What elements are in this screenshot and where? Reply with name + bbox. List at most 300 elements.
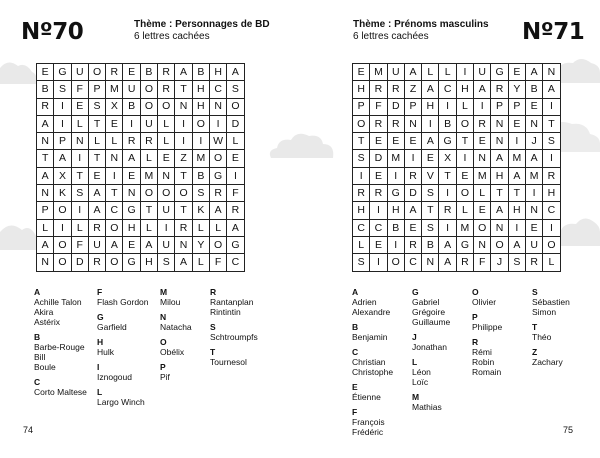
word-group [160, 362, 192, 382]
grid-cell: C [370, 220, 387, 237]
grid-cell: T [175, 202, 192, 219]
grid-cell: N [526, 116, 543, 133]
grid-cell: T [175, 81, 192, 98]
grid-cell: A [509, 237, 526, 254]
grid-cell: F [370, 99, 387, 116]
grid-cell: M [457, 220, 474, 237]
grid-cell: A [89, 185, 106, 202]
grid-cell: A [37, 168, 54, 185]
word-item: Flash Gordon [97, 297, 149, 307]
grid-cell: G [491, 64, 508, 81]
grid-cell: E [422, 150, 439, 167]
grid-cell: C [227, 254, 244, 271]
word-item: Obélix [160, 347, 185, 357]
grid-cell: S [353, 150, 370, 167]
grid-cell: O [474, 220, 491, 237]
grid-cell: E [388, 133, 405, 150]
grid-cell: U [141, 116, 158, 133]
grid-cell: I [543, 99, 560, 116]
grid-cell: O [158, 185, 175, 202]
word-item: Tournesol [210, 357, 247, 367]
word-item: François [352, 417, 385, 427]
grid-cell: F [227, 185, 244, 202]
grid-cell: X [54, 168, 71, 185]
grid-cell: I [353, 168, 370, 185]
grid-cell: L [141, 150, 158, 167]
grid-cell: B [141, 64, 158, 81]
grid-cell: E [405, 220, 422, 237]
word-group-letter: F [97, 287, 103, 297]
grid-cell: T [89, 116, 106, 133]
word-group-letter: S [210, 322, 216, 332]
grid-cell: F [474, 254, 491, 271]
word-group [532, 347, 570, 367]
grid-cell: R [405, 168, 422, 185]
word-item: Mathias [412, 402, 442, 412]
word-item: Sébastien [532, 297, 570, 307]
grid-cell: N [37, 254, 54, 271]
grid-cell: E [370, 168, 387, 185]
word-group [412, 332, 450, 352]
word-group-letter: C [352, 347, 359, 357]
word-group [352, 322, 393, 342]
word-group-letter: C [34, 377, 41, 387]
word-item: Adrien [352, 297, 377, 307]
grid-cell: I [54, 220, 71, 237]
grid-cell: E [123, 168, 140, 185]
word-group-letter: M [160, 287, 168, 297]
grid-cell: A [227, 64, 244, 81]
word-item: Guillaume [412, 317, 451, 327]
grid-cell: R [210, 185, 227, 202]
grid-cell: O [141, 99, 158, 116]
grid-cell: T [72, 168, 89, 185]
grid-cell: P [491, 99, 508, 116]
word-item: Frédéric [352, 427, 384, 437]
grid-cell: B [439, 116, 456, 133]
grid-cell: I [370, 202, 387, 219]
grid-cell: A [509, 168, 526, 185]
grid-cell: E [123, 237, 140, 254]
word-group-letter: B [34, 332, 41, 342]
grid-cell: A [141, 237, 158, 254]
word-group-letter: Z [532, 347, 538, 357]
grid-cell: A [37, 237, 54, 254]
word-item: Akira [34, 307, 54, 317]
grid-cell: Z [175, 150, 192, 167]
word-item: Milou [160, 297, 181, 307]
grid-cell: D [72, 254, 89, 271]
letter-grid-right [352, 63, 561, 272]
grid-cell: S [72, 185, 89, 202]
grid-cell: B [388, 220, 405, 237]
grid-cell: H [422, 99, 439, 116]
grid-cell: I [543, 220, 560, 237]
grid-cell: Z [405, 81, 422, 98]
grid-cell: X [439, 150, 456, 167]
word-group-letter: T [532, 322, 538, 332]
grid-cell: T [37, 150, 54, 167]
word-group [352, 382, 393, 402]
word-item: Bill [34, 352, 46, 362]
word-item: Achille Talon [34, 297, 82, 307]
grid-cell: O [193, 116, 210, 133]
grid-cell: O [175, 185, 192, 202]
grid-cell: A [405, 64, 422, 81]
grid-cell: A [526, 64, 543, 81]
grid-cell: A [227, 220, 244, 237]
grid-cell: S [422, 220, 439, 237]
grid-cell: O [54, 202, 71, 219]
grid-cell: O [388, 254, 405, 271]
grid-cell: E [474, 133, 491, 150]
word-group [412, 392, 450, 412]
grid-cell: E [509, 116, 526, 133]
grid-cell: D [370, 150, 387, 167]
grid-cell: M [370, 64, 387, 81]
grid-cell: N [474, 237, 491, 254]
word-item: Natacha [160, 322, 192, 332]
word-group [532, 287, 570, 317]
grid-cell: D [388, 99, 405, 116]
word-item: Boule [34, 362, 56, 372]
grid-cell: I [526, 185, 543, 202]
grid-cell: P [37, 202, 54, 219]
word-item: Barbe-Rouge [34, 342, 85, 352]
grid-cell: L [158, 116, 175, 133]
word-group-letter: I [97, 362, 100, 372]
grid-cell: B [422, 237, 439, 254]
grid-cell: N [72, 133, 89, 150]
word-item: Rintintin [210, 307, 241, 317]
grid-cell: E [106, 116, 123, 133]
theme-subtitle-right: 6 lettres cachées [353, 31, 429, 42]
grid-cell: C [106, 202, 123, 219]
grid-cell: O [158, 99, 175, 116]
word-group [97, 362, 149, 382]
grid-cell: S [509, 254, 526, 271]
grid-cell: O [543, 237, 560, 254]
puzzle-number-left: Nº70 [21, 19, 84, 45]
word-group [34, 332, 87, 372]
word-item: Théo [532, 332, 552, 342]
grid-cell: I [474, 99, 491, 116]
grid-cell: S [422, 185, 439, 202]
grid-cell: A [89, 202, 106, 219]
grid-cell: R [405, 237, 422, 254]
grid-cell: N [491, 116, 508, 133]
word-group-letter: A [352, 287, 359, 297]
word-group [412, 287, 450, 327]
grid-cell: L [193, 220, 210, 237]
grid-cell: C [543, 202, 560, 219]
grid-cell: E [474, 202, 491, 219]
grid-cell: I [439, 99, 456, 116]
grid-cell: R [227, 202, 244, 219]
grid-cell: T [106, 185, 123, 202]
grid-cell: I [175, 133, 192, 150]
grid-cell: B [37, 81, 54, 98]
word-item: Romain [472, 367, 502, 377]
word-group [34, 377, 87, 397]
grid-cell: E [405, 133, 422, 150]
grid-cell: E [37, 64, 54, 81]
grid-cell: C [210, 81, 227, 98]
grid-cell: L [72, 220, 89, 237]
word-item: Astérix [34, 317, 60, 327]
word-group-letter: M [412, 392, 420, 402]
word-item: Robin [472, 357, 495, 367]
theme-title-right: Thème : Prénoms masculins [353, 19, 489, 30]
word-group-letter: N [160, 312, 167, 322]
grid-cell: N [210, 99, 227, 116]
grid-cell: N [37, 133, 54, 150]
grid-cell: I [54, 116, 71, 133]
word-item: Iznogoud [97, 372, 132, 382]
theme-subtitle-left: 6 lettres cachées [134, 31, 210, 42]
grid-cell: P [509, 99, 526, 116]
grid-cell: M [106, 81, 123, 98]
grid-cell: A [422, 81, 439, 98]
grid-cell: K [193, 202, 210, 219]
word-group [34, 287, 87, 327]
word-group [97, 287, 149, 307]
page-number-right: 75 [563, 425, 574, 435]
word-item: Loïc [412, 377, 429, 387]
grid-cell: R [37, 99, 54, 116]
grid-cell: L [193, 254, 210, 271]
word-column [412, 287, 450, 417]
grid-cell: I [543, 150, 560, 167]
word-group [352, 287, 393, 317]
grid-cell: T [439, 168, 456, 185]
grid-cell: C [353, 220, 370, 237]
grid-cell: T [457, 133, 474, 150]
grid-cell: A [175, 254, 192, 271]
grid-cell: H [457, 81, 474, 98]
grid-cell: B [193, 168, 210, 185]
grid-cell: I [439, 185, 456, 202]
word-group [532, 322, 570, 342]
grid-cell: Y [509, 81, 526, 98]
grid-cell: T [422, 202, 439, 219]
grid-cell: S [227, 81, 244, 98]
word-group-letter: T [210, 347, 216, 357]
grid-cell: O [457, 185, 474, 202]
grid-cell: E [370, 133, 387, 150]
grid-cell: I [509, 220, 526, 237]
grid-cell: R [141, 133, 158, 150]
grid-cell: R [89, 220, 106, 237]
word-group-letter: E [352, 382, 358, 392]
word-group-letter: O [160, 337, 167, 347]
grid-cell: E [123, 64, 140, 81]
word-group [472, 312, 502, 332]
grid-cell: N [491, 133, 508, 150]
grid-cell: L [158, 133, 175, 150]
word-group-letter: O [472, 287, 479, 297]
word-group-letter: F [352, 407, 358, 417]
word-group [472, 337, 502, 377]
word-group-letter: R [472, 337, 479, 347]
word-item: Christian [352, 357, 386, 367]
grid-cell: U [388, 64, 405, 81]
grid-cell: A [526, 150, 543, 167]
grid-cell: O [141, 81, 158, 98]
word-item: Zachary [532, 357, 563, 367]
grid-cell: G [457, 237, 474, 254]
grid-cell: S [158, 254, 175, 271]
grid-cell: O [54, 237, 71, 254]
word-group-letter: J [412, 332, 417, 342]
letter-grid-left [36, 63, 245, 272]
word-group-letter: P [160, 362, 166, 372]
word-item: Olivier [472, 297, 497, 307]
grid-cell: R [526, 254, 543, 271]
grid-cell: T [543, 116, 560, 133]
page-number-left: 74 [23, 425, 34, 435]
grid-cell: L [141, 220, 158, 237]
cloud-decoration-lower-left [0, 218, 40, 252]
puzzle-number-right: Nº71 [522, 19, 585, 45]
grid-cell: T [175, 168, 192, 185]
grid-cell: P [353, 99, 370, 116]
word-group-letter: P [472, 312, 478, 322]
grid-cell: A [123, 150, 140, 167]
grid-cell: R [388, 81, 405, 98]
theme-left [134, 19, 270, 43]
grid-cell: O [353, 116, 370, 133]
grid-cell: E [526, 220, 543, 237]
word-item: Rémi [472, 347, 492, 357]
cloud-decoration-left [0, 58, 38, 86]
word-item: Hulk [97, 347, 115, 357]
grid-cell: H [491, 168, 508, 185]
word-item: Alexandre [352, 307, 391, 317]
word-group [97, 387, 149, 407]
grid-cell: N [37, 185, 54, 202]
grid-cell: H [388, 202, 405, 219]
word-group-letter: L [412, 357, 418, 367]
grid-cell: U [474, 64, 491, 81]
grid-cell: C [405, 254, 422, 271]
grid-cell: F [72, 237, 89, 254]
grid-cell: R [370, 116, 387, 133]
word-item: Christophe [352, 367, 394, 377]
grid-cell: I [175, 116, 192, 133]
word-item: Largo Winch [97, 397, 145, 407]
word-item: Corto Maltese [34, 387, 87, 397]
grid-cell: R [474, 116, 491, 133]
word-item: Étienne [352, 392, 381, 402]
grid-cell: M [193, 150, 210, 167]
grid-cell: B [193, 64, 210, 81]
grid-cell: H [123, 220, 140, 237]
grid-cell: O [89, 64, 106, 81]
word-group [160, 337, 192, 357]
grid-cell: R [543, 168, 560, 185]
grid-cell: I [54, 99, 71, 116]
grid-cell: G [439, 133, 456, 150]
grid-cell: W [210, 133, 227, 150]
word-item: Benjamin [352, 332, 388, 342]
grid-cell: O [141, 185, 158, 202]
grid-cell: A [175, 64, 192, 81]
grid-cell: I [210, 116, 227, 133]
grid-cell: N [526, 202, 543, 219]
grid-cell: T [509, 185, 526, 202]
grid-cell: S [543, 133, 560, 150]
grid-cell: B [526, 81, 543, 98]
grid-cell: V [422, 168, 439, 185]
word-item: Philippe [472, 322, 503, 332]
grid-cell: O [210, 150, 227, 167]
word-group [210, 347, 258, 367]
grid-cell: H [543, 185, 560, 202]
grid-cell: I [370, 254, 387, 271]
grid-cell: P [54, 133, 71, 150]
grid-cell: T [89, 150, 106, 167]
grid-cell: H [141, 254, 158, 271]
grid-cell: I [106, 168, 123, 185]
grid-cell: R [353, 185, 370, 202]
word-column [97, 287, 149, 412]
grid-cell: G [210, 168, 227, 185]
grid-cell: A [543, 81, 560, 98]
grid-cell: L [106, 133, 123, 150]
grid-cell: R [491, 81, 508, 98]
grid-cell: E [89, 168, 106, 185]
grid-cell: R [388, 116, 405, 133]
word-group-letter: S [532, 287, 538, 297]
word-group-letter: A [34, 287, 41, 297]
grid-cell: J [526, 133, 543, 150]
grid-cell: M [526, 168, 543, 185]
word-group [210, 287, 258, 317]
grid-cell: N [175, 99, 192, 116]
grid-cell: L [422, 64, 439, 81]
grid-cell: I [439, 220, 456, 237]
word-item: Jonathan [412, 342, 447, 352]
word-item: Léon [412, 367, 431, 377]
grid-cell: Y [193, 237, 210, 254]
grid-cell: N [422, 254, 439, 271]
grid-cell: A [405, 202, 422, 219]
grid-cell: H [353, 202, 370, 219]
grid-cell: P [89, 81, 106, 98]
grid-cell: U [158, 237, 175, 254]
grid-cell: L [474, 185, 491, 202]
cloud-decoration-center [267, 130, 337, 160]
grid-cell: I [158, 220, 175, 237]
grid-cell: A [439, 237, 456, 254]
grid-cell: R [158, 64, 175, 81]
word-item: Simon [532, 307, 557, 317]
grid-cell: A [439, 254, 456, 271]
grid-cell: L [210, 220, 227, 237]
grid-cell: O [210, 237, 227, 254]
theme-title-left: Thème : Personnages de BD [134, 19, 270, 30]
grid-cell: I [457, 64, 474, 81]
grid-cell: O [106, 220, 123, 237]
grid-cell: I [227, 168, 244, 185]
grid-cell: G [123, 202, 140, 219]
grid-cell: E [353, 64, 370, 81]
grid-cell: A [474, 81, 491, 98]
grid-cell: A [491, 150, 508, 167]
grid-cell: I [123, 116, 140, 133]
grid-cell: I [72, 150, 89, 167]
